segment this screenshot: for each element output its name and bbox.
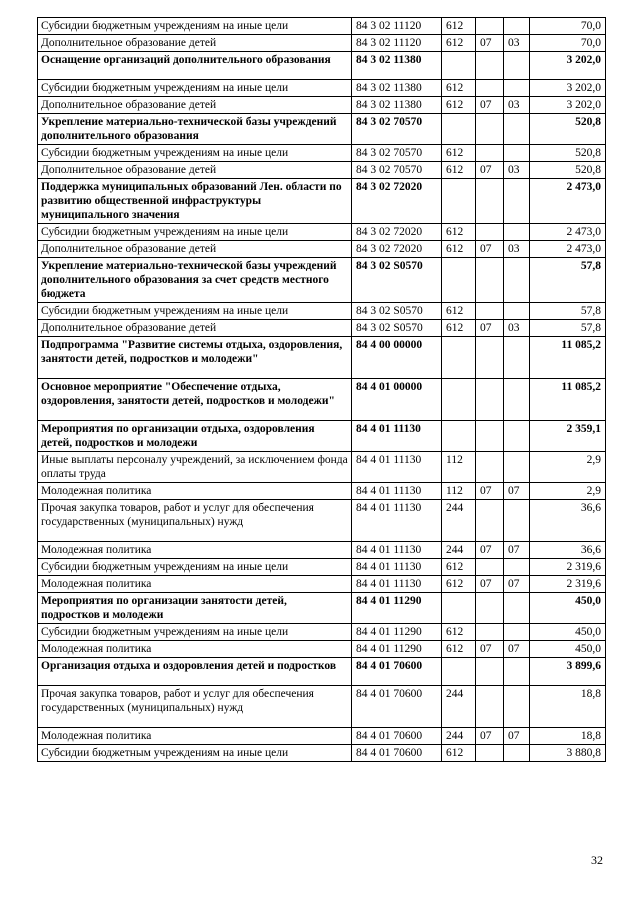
row-name: Дополнительное образование детей [38, 320, 352, 337]
row-csr: 84 4 01 11130 [352, 483, 442, 500]
row-name: Прочая закупка товаров, работ и услуг для обеспечения государственных (муниципальных) нужд [38, 500, 352, 542]
budget-table [37, 17, 606, 762]
row-csr: 84 3 02 72020 [352, 224, 442, 241]
row-name: Дополнительное образование детей [38, 241, 352, 258]
row-name: Субсидии бюджетным учреждениям на иные цели [38, 80, 352, 97]
row-name: Мероприятия по организации отдыха, оздоровления детей, подростков и молодежи [38, 421, 352, 452]
row-rz [476, 421, 504, 452]
row-pr [504, 624, 530, 641]
row-pr: 07 [504, 576, 530, 593]
row-csr: 84 4 01 11130 [352, 421, 442, 452]
row-vr: 244 [442, 686, 476, 728]
row-rz: 07 [476, 576, 504, 593]
row-rz: 07 [476, 483, 504, 500]
row-sum: 36,6 [530, 500, 606, 542]
table-row [38, 483, 606, 500]
row-csr: 84 4 01 11130 [352, 542, 442, 559]
row-pr [504, 658, 530, 686]
row-name: Субсидии бюджетным учреждениям на иные цели [38, 303, 352, 320]
row-vr [442, 421, 476, 452]
table-row [38, 452, 606, 483]
row-csr: 84 3 02 11120 [352, 18, 442, 35]
table-row [38, 52, 606, 80]
row-vr: 612 [442, 145, 476, 162]
row-rz [476, 686, 504, 728]
row-vr [442, 658, 476, 686]
table-row [38, 542, 606, 559]
row-pr [504, 686, 530, 728]
budget-table-body [38, 18, 606, 762]
row-vr [442, 258, 476, 303]
row-sum: 2 473,0 [530, 224, 606, 241]
row-sum: 3 202,0 [530, 80, 606, 97]
row-sum: 57,8 [530, 303, 606, 320]
row-rz: 07 [476, 162, 504, 179]
row-vr: 612 [442, 18, 476, 35]
row-vr: 112 [442, 452, 476, 483]
row-rz [476, 258, 504, 303]
row-csr: 84 3 02 S0570 [352, 320, 442, 337]
row-rz: 07 [476, 35, 504, 52]
row-vr [442, 593, 476, 624]
table-row [38, 162, 606, 179]
row-rz [476, 658, 504, 686]
row-rz [476, 52, 504, 80]
table-row [38, 559, 606, 576]
row-pr: 03 [504, 320, 530, 337]
row-vr: 612 [442, 559, 476, 576]
row-vr [442, 379, 476, 421]
row-csr: 84 3 02 70570 [352, 162, 442, 179]
row-csr: 84 3 02 11380 [352, 52, 442, 80]
table-row [38, 641, 606, 658]
row-csr: 84 4 01 11290 [352, 641, 442, 658]
table-row [38, 303, 606, 320]
row-sum: 2 319,6 [530, 559, 606, 576]
row-sum: 520,8 [530, 162, 606, 179]
row-pr [504, 52, 530, 80]
row-sum: 70,0 [530, 35, 606, 52]
row-vr: 112 [442, 483, 476, 500]
row-csr: 84 4 01 70600 [352, 686, 442, 728]
row-sum: 2 473,0 [530, 179, 606, 224]
row-vr: 612 [442, 241, 476, 258]
row-vr [442, 114, 476, 145]
row-pr [504, 337, 530, 379]
row-pr [504, 18, 530, 35]
row-pr [504, 593, 530, 624]
table-row [38, 241, 606, 258]
row-pr [504, 559, 530, 576]
table-row [38, 624, 606, 641]
table-row [38, 593, 606, 624]
row-sum: 70,0 [530, 18, 606, 35]
row-name: Дополнительное образование детей [38, 35, 352, 52]
row-name: Субсидии бюджетным учреждениям на иные цели [38, 224, 352, 241]
row-pr: 07 [504, 542, 530, 559]
row-vr [442, 179, 476, 224]
row-csr: 84 3 02 11120 [352, 35, 442, 52]
row-vr: 612 [442, 162, 476, 179]
table-row [38, 80, 606, 97]
table-row [38, 500, 606, 542]
row-pr [504, 421, 530, 452]
row-name: Оснащение организаций дополнительного образования [38, 52, 352, 80]
row-vr: 612 [442, 745, 476, 762]
row-sum: 18,8 [530, 686, 606, 728]
row-sum: 2,9 [530, 483, 606, 500]
table-row [38, 179, 606, 224]
row-sum: 57,8 [530, 320, 606, 337]
table-row [38, 379, 606, 421]
row-sum: 2 473,0 [530, 241, 606, 258]
row-pr [504, 379, 530, 421]
row-rz: 07 [476, 241, 504, 258]
table-row [38, 658, 606, 686]
row-csr: 84 4 01 11130 [352, 452, 442, 483]
row-rz: 07 [476, 320, 504, 337]
table-row [38, 35, 606, 52]
row-vr: 244 [442, 728, 476, 745]
table-row [38, 114, 606, 145]
row-csr: 84 4 01 00000 [352, 379, 442, 421]
row-pr [504, 224, 530, 241]
row-rz [476, 18, 504, 35]
row-vr: 612 [442, 624, 476, 641]
row-name: Молодежная политика [38, 542, 352, 559]
row-rz: 07 [476, 97, 504, 114]
row-name: Субсидии бюджетным учреждениям на иные цели [38, 624, 352, 641]
row-pr [504, 179, 530, 224]
table-row [38, 97, 606, 114]
row-rz [476, 593, 504, 624]
row-name: Укрепление материально-технической базы учреждений дополнительного образования [38, 114, 352, 145]
row-name: Дополнительное образование детей [38, 97, 352, 114]
row-name: Основное мероприятие "Обеспечение отдыха, оздоровления, занятости детей, подростков и молодежи" [38, 379, 352, 421]
row-name: Укрепление материально-технической базы учреждений дополнительного образования за счет средств местного бюджета [38, 258, 352, 303]
row-rz [476, 179, 504, 224]
row-rz [476, 80, 504, 97]
row-name: Иные выплаты персоналу учреждений, за исключением фонда оплаты труда [38, 452, 352, 483]
row-name: Поддержка муниципальных образований Лен. области по развитию общественной инфраструктуры муниципального значения [38, 179, 352, 224]
table-row [38, 18, 606, 35]
row-pr: 03 [504, 162, 530, 179]
row-name: Субсидии бюджетным учреждениям на иные цели [38, 745, 352, 762]
row-vr: 244 [442, 542, 476, 559]
row-vr: 244 [442, 500, 476, 542]
row-name: Молодежная политика [38, 576, 352, 593]
row-csr: 84 3 02 S0570 [352, 258, 442, 303]
row-vr: 612 [442, 303, 476, 320]
row-rz [476, 303, 504, 320]
row-sum: 450,0 [530, 593, 606, 624]
row-name: Молодежная политика [38, 641, 352, 658]
row-csr: 84 4 01 11290 [352, 624, 442, 641]
row-rz [476, 500, 504, 542]
row-rz [476, 379, 504, 421]
row-rz [476, 745, 504, 762]
row-name: Субсидии бюджетным учреждениям на иные цели [38, 559, 352, 576]
row-sum: 36,6 [530, 542, 606, 559]
row-pr: 07 [504, 483, 530, 500]
row-sum: 2 319,6 [530, 576, 606, 593]
table-row [38, 745, 606, 762]
row-sum: 450,0 [530, 641, 606, 658]
row-name: Подпрограмма "Развитие системы отдыха, оздоровления, занятости детей, подростков и молодежи" [38, 337, 352, 379]
row-vr [442, 337, 476, 379]
row-csr: 84 3 02 11380 [352, 80, 442, 97]
row-rz: 07 [476, 641, 504, 658]
row-pr: 07 [504, 641, 530, 658]
row-name: Прочая закупка товаров, работ и услуг для обеспечения государственных (муниципальных) нужд [38, 686, 352, 728]
row-sum: 3 202,0 [530, 97, 606, 114]
row-pr [504, 303, 530, 320]
row-sum: 450,0 [530, 624, 606, 641]
row-csr: 84 4 01 11130 [352, 559, 442, 576]
row-csr: 84 4 01 70600 [352, 728, 442, 745]
row-name: Дополнительное образование детей [38, 162, 352, 179]
row-csr: 84 3 02 S0570 [352, 303, 442, 320]
row-vr: 612 [442, 320, 476, 337]
row-sum: 11 085,2 [530, 379, 606, 421]
row-pr [504, 745, 530, 762]
table-row [38, 421, 606, 452]
row-pr [504, 258, 530, 303]
table-row [38, 728, 606, 745]
row-name: Субсидии бюджетным учреждениям на иные цели [38, 18, 352, 35]
row-sum: 3 202,0 [530, 52, 606, 80]
row-sum: 2 359,1 [530, 421, 606, 452]
row-csr: 84 3 02 11380 [352, 97, 442, 114]
row-rz [476, 559, 504, 576]
row-sum: 18,8 [530, 728, 606, 745]
table-row [38, 337, 606, 379]
row-csr: 84 3 02 72020 [352, 179, 442, 224]
row-pr [504, 500, 530, 542]
table-row [38, 320, 606, 337]
row-rz [476, 114, 504, 145]
row-pr: 07 [504, 728, 530, 745]
row-csr: 84 4 01 11130 [352, 500, 442, 542]
row-pr [504, 452, 530, 483]
row-vr: 612 [442, 97, 476, 114]
row-sum: 3 880,8 [530, 745, 606, 762]
row-csr: 84 4 01 11130 [352, 576, 442, 593]
row-pr [504, 114, 530, 145]
row-name: Субсидии бюджетным учреждениям на иные цели [38, 145, 352, 162]
row-csr: 84 3 02 72020 [352, 241, 442, 258]
row-pr: 03 [504, 35, 530, 52]
row-pr: 03 [504, 241, 530, 258]
page-number: 32 [591, 853, 603, 867]
row-name: Организация отдыха и оздоровления детей и подростков [38, 658, 352, 686]
row-pr [504, 80, 530, 97]
row-rz: 07 [476, 728, 504, 745]
row-vr: 612 [442, 641, 476, 658]
row-csr: 84 4 01 70600 [352, 745, 442, 762]
table-row [38, 258, 606, 303]
row-csr: 84 4 01 70600 [352, 658, 442, 686]
row-csr: 84 3 02 70570 [352, 114, 442, 145]
row-rz [476, 624, 504, 641]
row-csr: 84 4 01 11290 [352, 593, 442, 624]
row-rz [476, 337, 504, 379]
row-csr: 84 4 00 00000 [352, 337, 442, 379]
table-row [38, 145, 606, 162]
table-row [38, 224, 606, 241]
row-rz [476, 452, 504, 483]
table-row [38, 686, 606, 728]
row-sum: 11 085,2 [530, 337, 606, 379]
row-vr: 612 [442, 80, 476, 97]
row-vr: 612 [442, 224, 476, 241]
row-sum: 520,8 [530, 145, 606, 162]
row-sum: 2,9 [530, 452, 606, 483]
row-rz: 07 [476, 542, 504, 559]
row-pr [504, 145, 530, 162]
row-sum: 520,8 [530, 114, 606, 145]
row-vr: 612 [442, 35, 476, 52]
row-vr: 612 [442, 576, 476, 593]
row-sum: 3 899,6 [530, 658, 606, 686]
row-name: Молодежная политика [38, 728, 352, 745]
row-rz [476, 145, 504, 162]
row-csr: 84 3 02 70570 [352, 145, 442, 162]
table-row [38, 576, 606, 593]
row-vr [442, 52, 476, 80]
row-sum: 57,8 [530, 258, 606, 303]
row-name: Мероприятия по организации занятости детей, подростков и молодежи [38, 593, 352, 624]
row-pr: 03 [504, 97, 530, 114]
row-name: Молодежная политика [38, 483, 352, 500]
row-rz [476, 224, 504, 241]
